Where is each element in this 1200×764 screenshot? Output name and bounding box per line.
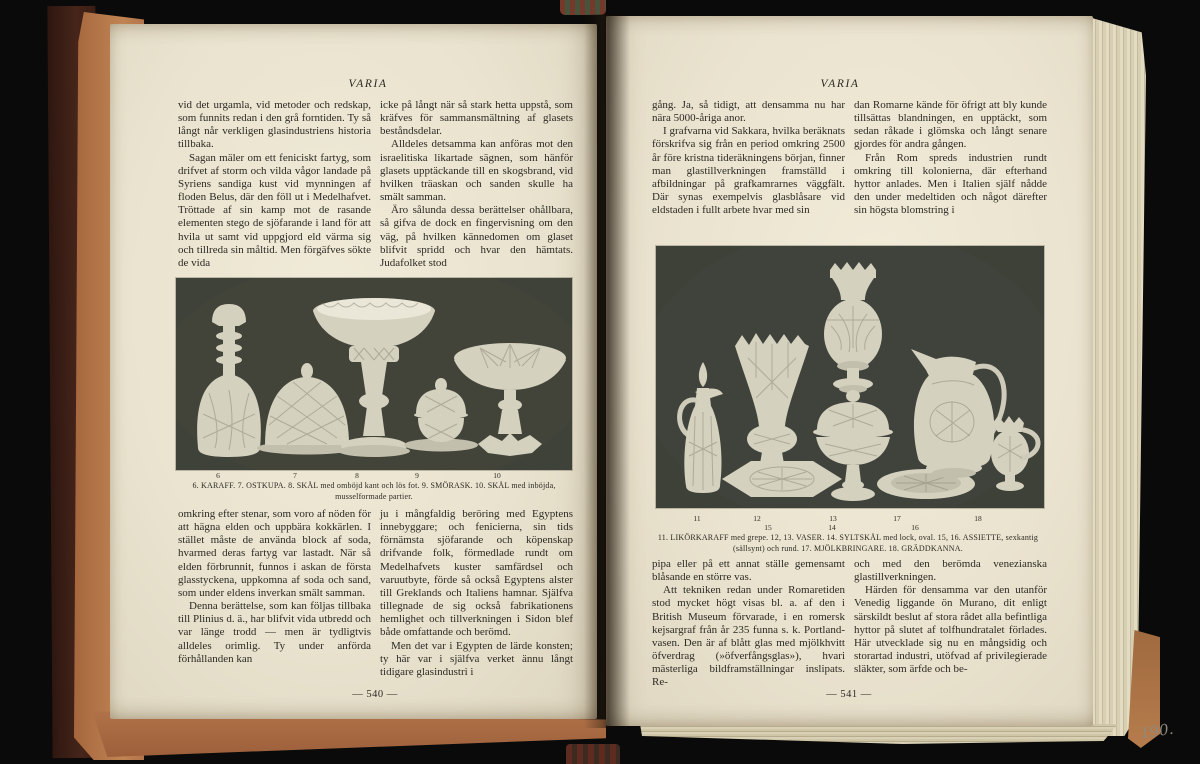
text-column <box>854 558 1047 690</box>
paragraph: I grafvarna vid Sakkara, hvilka beräknats förskrifva sig från en period omkring 2500 år före kristna tideräkningens början, finner man glastillverkningen framställd i afbildningar på grafkamrarnes väggfält. Där synas exempelvis glasblåsare vid eldstaden i fullt arbete hvar med sin <box>652 125 845 217</box>
paragraph: icke på långt när så stark hetta uppstå, som kräfves för sammansmältning af glasets beståndsdelar. <box>380 99 573 138</box>
left-bottom-text <box>178 508 573 679</box>
paragraph: gång. Ja, så tidigt, att densamma nu har nära 5000-åriga anor. <box>652 99 845 125</box>
right-bottom-text <box>652 558 1047 690</box>
text-column <box>380 99 573 270</box>
figure-number: 15 <box>764 523 772 532</box>
paragraph: och med den berömda venezianska glastillverkningen. <box>854 558 1047 584</box>
paragraph: Alldeles detsamma kan anföras mot den israelitiska likartade sägnen, som hänför glasets upptäckande till en skogsbrand, vid hvilken träaskan och sanden skulle ha smält samman. <box>380 138 573 204</box>
paragraph: dan Romarne kände för öfrigt att bly kunde tillsättas blandningen, en upptäckt, som sedan råkade i glömska och långt senare gjordes för andra gången. <box>854 99 1047 151</box>
figure-caption-block-left <box>174 471 574 502</box>
figure-number: 13 <box>829 514 837 523</box>
figure-number: 17 <box>893 514 901 523</box>
text-column <box>854 99 1047 217</box>
figure-number: 18 <box>974 514 982 523</box>
figure-number: 10 <box>493 471 501 480</box>
spine-headband-top <box>560 0 606 15</box>
text-column <box>178 99 371 270</box>
paragraph: Men det var i Egypten de lärde konsten; ty här var i själfva verket ännu långt tidigare glasindustri i <box>380 639 573 678</box>
figure-number: 8 <box>355 471 359 480</box>
text-column <box>380 508 573 679</box>
figure-caption: 6. KARAFF. 7. OSTKUPA. 8. SKÅL med omböjd kant och lös fot. 9. SMÖRASK. 10. SKÅL med inböjda, musselformade partier. <box>192 481 556 501</box>
figure-caption: 11. LIKÖRKARAFF med grepe. 12, 13. VASER. 14. SYLTSKÅL med lock, oval. 15, 16. ASSIETTE, sexkantig (sällsynt) och rund. 17. MJÖLKBRINGARE. 18. GRÄDDKANNA. <box>657 533 1039 553</box>
paragraph: Att tekniken redan under Romaretiden stod mycket högt visas bl. a. af den i British Museum förvarade, i en romersk kejsargraf från år 235 funna s. k. Portland-vasen. Den är af blått glas med mjölkhvitt öfverdrag (»öfverfångsglas»), hvari mästerliga bildframställningar inslipats. Re- <box>652 584 845 689</box>
paragraph: omkring efter stenar, som voro af nöden för att hägna elden och uppbära kokkärlen. I stället måste de använda block af soda, hvarmed deras fartyg var lastadt. När så elden förbrunnit, funnos i askan de första glasstyckena, uppkomna af soda och sand, som under eldens inverkan smält samman. <box>178 508 371 599</box>
page-number-right: — 541 — <box>826 689 872 700</box>
paragraph: Sagan mäler om ett feniciskt fartyg, som drifvet af storm och vilda vågor landade på Syriens sandiga kust vid mynningen af floden Belus, där den föll ut i Medelhafvet. Tröttade af sin kamp mot de rasande elementen stego de sjöfarande i land för att hvila ut samt vid uppgjord eld värma sig och tillreda sin måltid. Men förgäfves sökte de vida <box>178 151 371 269</box>
paragraph: Från Rom spreds industrien rundt omkring till kolonierna, där efterhand hyttor anlades. Men i Italien själf nådde den under medeltiden och något därefter sin högsta blomstring i <box>854 151 1047 217</box>
page-edges-right <box>1092 18 1146 736</box>
text-column <box>652 558 845 690</box>
right-top-text <box>652 99 1047 217</box>
text-column <box>178 508 371 679</box>
paragraph: vid det urgamla, vid metoder och redskap, som funnits redan i den grå forntiden. Ty så långt når verkligen glasindustriens historia tillbaka. <box>178 99 371 151</box>
glassware-photo-left <box>176 278 572 470</box>
text-column <box>652 99 845 217</box>
figure-number: 12 <box>753 514 761 523</box>
figure-caption-block-right <box>648 514 1048 554</box>
paragraph: ju i mångfaldig beröring med Egyptens innebyggare; och fenicierna, sin tids förnämsta sjöfarande och köpenskap drifvande folk, förmedlade rundt om Medelhafvets kuster samfärdsel och varuutbyte, förde så också Egyptens alster till Greklands och Italiens hamnar. Själfva tillegnade de sig också fabrikationens hemlighet och tillverkningen i Sidon blef både omfattande och berömd. <box>380 508 573 639</box>
paragraph: Äro sålunda dessa berättelser ohållbara, så gifva de dock en fingervisning om den väg, på hvilken kännedomen om glaset blifvit spridd och hvar den hämtats. Judafolket stod <box>380 204 573 269</box>
glassware-illustration-left <box>176 278 572 470</box>
page-edges-bottom <box>640 724 1118 744</box>
figure-number: 9 <box>415 471 419 480</box>
handwritten-annotation: 190. <box>1138 719 1175 743</box>
paragraph: Denna berättelse, som kan följas tillbaka till Plinius d. ä., har blifvit vida utbredd och var länge trodd — men är tydligtvis alldeles orimlig. Ty under anförda förhållanden kan <box>178 600 371 665</box>
glassware-photo-right <box>656 246 1044 508</box>
running-header-right: VARIA <box>820 78 860 90</box>
page-number-left: — 540 — <box>352 689 398 700</box>
figure-number: 6 <box>216 471 220 480</box>
gutter-shadow <box>584 14 630 728</box>
figure-number: 7 <box>293 471 297 480</box>
paragraph: Härden för densamma var den utanför Venedig liggande ön Murano, dit enligt särskildt beslut af stora rådet alla befintliga hyttor på slutet af tolfhundratalet förlades. Här utvecklade sig nu en mångsidig och storartad industri, utöfvad af privilegierade släkter, som ärfde och be- <box>854 584 1047 676</box>
figure-number: 11 <box>693 514 701 523</box>
figure-number: 16 <box>911 523 919 532</box>
spine-headband-bottom <box>566 744 620 764</box>
left-top-text <box>178 99 573 270</box>
figure-number: 14 <box>828 523 836 532</box>
paragraph: pipa eller på ett annat ställe gemensamt blåsande en större vas. <box>652 558 845 584</box>
glassware-illustration-right <box>656 246 1044 508</box>
running-header-left: VARIA <box>348 78 388 90</box>
